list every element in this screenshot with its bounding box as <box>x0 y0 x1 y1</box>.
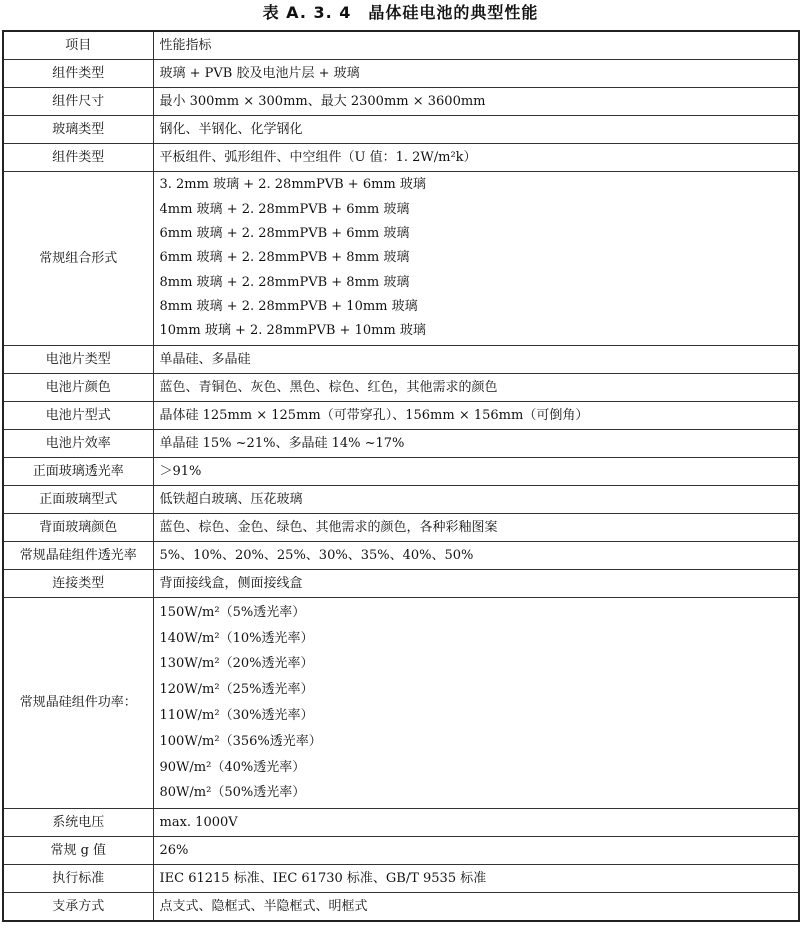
row-label: 支承方式 <box>3 893 153 922</box>
row-value: IEC 61215 标准、IEC 61730 标准、GB/T 9535 标准 <box>153 865 799 893</box>
lamination-item: 8mm 玻璃 + 2. 28mmPVB + 10mm 玻璃 <box>159 299 418 315</box>
header-item: 项目 <box>3 31 153 60</box>
row-label: 系统电压 <box>3 809 153 837</box>
lamination-item: 3. 2mm 玻璃 + 2. 28mmPVB + 6mm 玻璃 <box>159 177 426 193</box>
row-label: 背面玻璃颜色 <box>3 514 153 542</box>
table-row <box>3 837 799 865</box>
table-row <box>3 60 799 88</box>
row-label: 电池片效率 <box>3 430 153 458</box>
row-value: 点支式、隐框式、半隐框式、明框式 <box>153 893 799 922</box>
lamination-item: 6mm 玻璃 + 2. 28mmPVB + 6mm 玻璃 <box>159 225 410 241</box>
table-row <box>3 430 799 458</box>
table-row <box>3 514 799 542</box>
performance-table <box>2 30 800 922</box>
row-label: 电池片型式 <box>3 402 153 430</box>
header-performance: 性能指标 <box>153 31 799 60</box>
table-row <box>3 865 799 893</box>
table-row <box>3 88 799 116</box>
row-label: 常规 g 值 <box>3 837 153 865</box>
power-item: 110W/m²（30%透光率） <box>159 708 314 723</box>
power-item: 80W/m²（50%透光率） <box>159 785 306 801</box>
row-value: 单晶硅、多晶硅 <box>153 346 799 374</box>
table-title: 表 A. 3. 4 晶体硅电池的典型性能 <box>262 3 539 22</box>
table-row <box>3 144 799 172</box>
row-value: 单晶硅 15% ~21%、多晶硅 14% ~17% <box>153 430 799 458</box>
lamination-item: 8mm 玻璃 + 2. 28mmPVB + 8mm 玻璃 <box>159 274 410 290</box>
power-values <box>153 598 799 809</box>
table-row <box>3 809 799 837</box>
row-label: 正面玻璃透光率 <box>3 458 153 486</box>
row-value: ＞91% <box>153 458 799 486</box>
row-value: 钢化、半钢化、化学钢化 <box>153 116 799 144</box>
power-item: 90W/m²（40%透光率） <box>159 759 306 775</box>
lamination-item: 4mm 玻璃 + 2. 28mmPVB + 6mm 玻璃 <box>159 201 410 217</box>
header-row <box>3 31 799 60</box>
table-row <box>3 374 799 402</box>
power-row <box>3 598 799 809</box>
row-value: 背面接线盒，侧面接线盒 <box>153 570 799 598</box>
table-row <box>3 893 799 922</box>
row-value: 平板组件、弧形组件、中空组件（U 值：1. 2W/m²k） <box>153 144 799 172</box>
row-label: 连接类型 <box>3 570 153 598</box>
row-label: 组件类型 <box>3 60 153 88</box>
lamination-item: 10mm 玻璃 + 2. 28mmPVB + 10mm 玻璃 <box>159 323 426 339</box>
row-value: 最小 300mm × 300mm、最大 2300mm × 3600mm <box>153 88 799 116</box>
row-value: 晶体硅 125mm × 125mm（可带穿孔）、156mm × 156mm（可倒角） <box>153 402 799 430</box>
row-label: 组件尺寸 <box>3 88 153 116</box>
table-row <box>3 402 799 430</box>
row-value: 低铁超白玻璃、压花玻璃 <box>153 486 799 514</box>
table-row <box>3 116 799 144</box>
power-item: 140W/m²（10%透光率） <box>159 630 314 646</box>
row-value: 蓝色、青铜色、灰色、黑色、棕色、红色，其他需求的颜色 <box>153 374 799 402</box>
table-row <box>3 542 799 570</box>
row-label: 组件类型 <box>3 144 153 172</box>
power-item: 130W/m²（20%透光率） <box>159 656 314 672</box>
power-item: 120W/m²（25%透光率） <box>159 682 314 698</box>
row-value: 蓝色、棕色、金色、绿色、其他需求的颜色，各种彩釉图案 <box>153 514 799 542</box>
lamination-values <box>153 172 799 346</box>
lamination-label: 常规组合形式 <box>3 172 153 346</box>
row-label: 电池片类型 <box>3 346 153 374</box>
row-value: 26% <box>153 837 799 865</box>
row-label: 执行标准 <box>3 865 153 893</box>
table-row <box>3 486 799 514</box>
row-value: max. 1000V <box>153 809 799 837</box>
power-item: 100W/m²（356%透光率） <box>159 733 322 749</box>
power-item: 150W/m²（5%透光率） <box>159 604 306 620</box>
lamination-item: 6mm 玻璃 + 2. 28mmPVB + 8mm 玻璃 <box>159 250 410 266</box>
table-row <box>3 570 799 598</box>
table-row <box>3 346 799 374</box>
row-value: 玻璃 + PVB 胶及电池片层 + 玻璃 <box>153 60 799 88</box>
table-row <box>3 458 799 486</box>
row-label: 电池片颜色 <box>3 374 153 402</box>
lamination-row <box>3 172 799 346</box>
row-value: 5%、10%、20%、25%、30%、35%、40%、50% <box>153 542 799 570</box>
row-label: 玻璃类型 <box>3 116 153 144</box>
power-label: 常规晶硅组件功率： <box>3 598 153 809</box>
row-label: 正面玻璃型式 <box>3 486 153 514</box>
row-label: 常规晶硅组件透光率 <box>3 542 153 570</box>
